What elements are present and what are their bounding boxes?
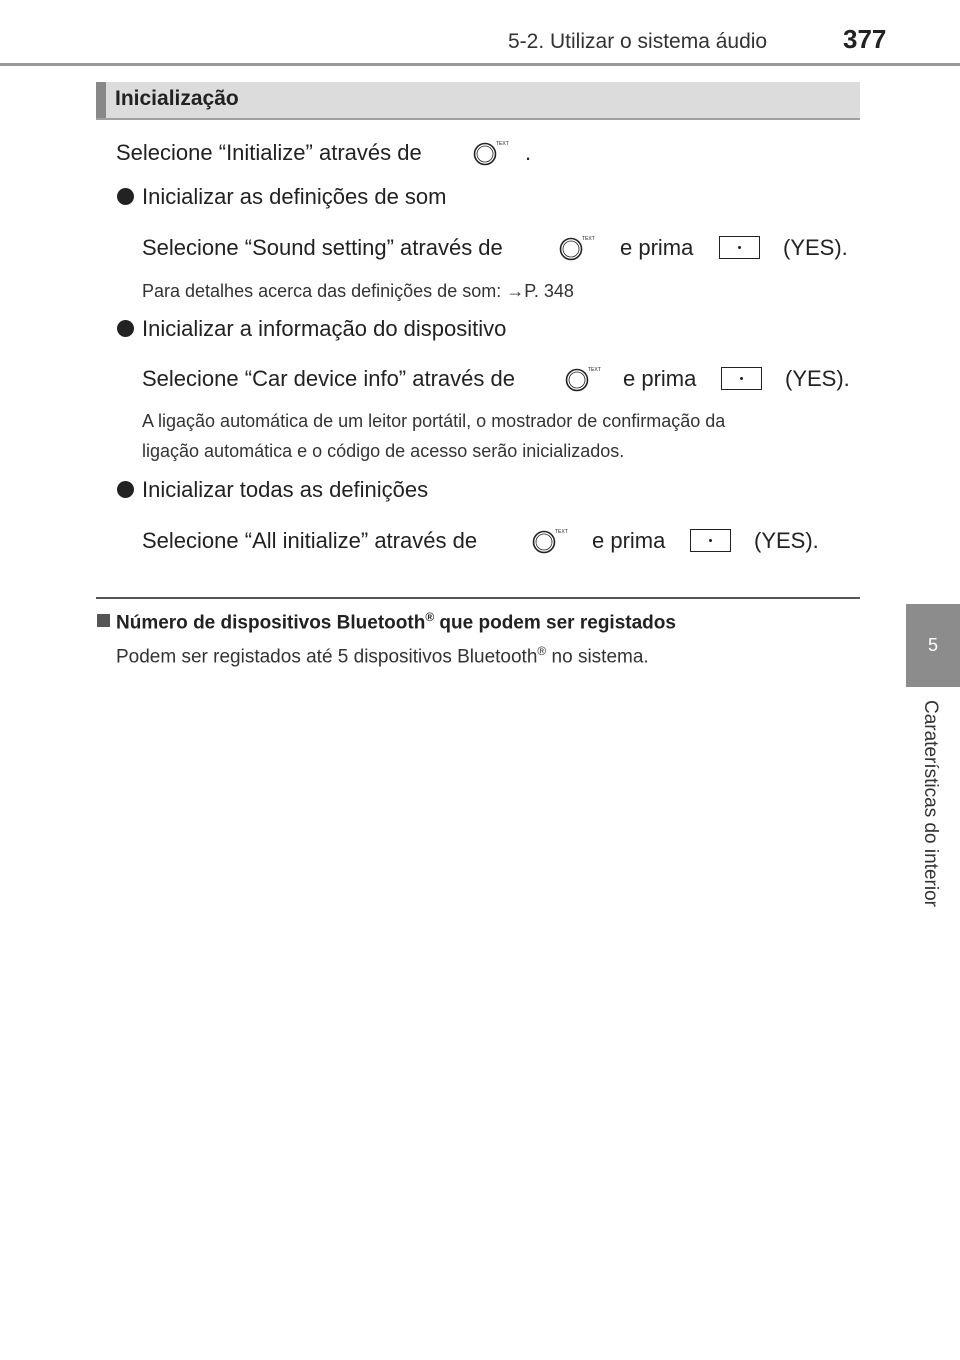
item-heading: Inicializar todas as definições [142, 477, 429, 502]
chapter-number: 5 [927, 635, 938, 655]
item-note: Para detalhes acerca das definições de som: →P. 348 [142, 281, 574, 301]
text-knob-icon [529, 526, 569, 556]
running-header-section: 5-2. Utilizar o sistema áudio [508, 30, 768, 53]
intro-text-end: . [525, 140, 532, 165]
header-rule [0, 63, 960, 66]
item-instruction: Selecione “Car device info” através de [142, 366, 515, 391]
item-instruction-mid: e prima [592, 528, 666, 553]
bullet-icon [117, 188, 134, 205]
bullet-icon [117, 481, 134, 498]
item-instruction-end: (YES). [785, 366, 850, 391]
item-instruction: Selecione “Sound setting” através de [142, 235, 503, 260]
text-knob-icon [556, 233, 596, 263]
yes-button-icon [721, 367, 762, 390]
chapter-label-text: Caraterísticas do interior [920, 700, 941, 907]
item-instruction-end: (YES). [754, 528, 819, 553]
item-instruction-mid: e prima [623, 366, 697, 391]
item-note-line: ligação automática e o código de acesso serão inicializados. [142, 441, 625, 461]
page-number: 377 [843, 24, 887, 54]
bullet-icon [117, 320, 134, 337]
section-title: Inicialização [115, 87, 239, 110]
square-bullet-icon [97, 614, 110, 627]
item-note-line: A ligação automática de um leitor portátil, o mostrador de confirmação da [142, 411, 726, 431]
item-instruction-mid: e prima [620, 235, 694, 260]
knob-label: TEXT [555, 529, 568, 535]
text-knob-icon [470, 138, 510, 168]
knob-label: TEXT [588, 367, 601, 373]
intro-text: Selecione “Initialize” através de [116, 140, 422, 165]
footnote-body: Podem ser registados até 5 dispositivos Bluetooth® no sistema. [116, 644, 649, 668]
chapter-label [906, 700, 960, 926]
section-divider [96, 597, 860, 599]
item-heading: Inicializar a informação do dispositivo [142, 316, 507, 341]
section-heading-accent [96, 82, 106, 118]
item-instruction: Selecione “All initialize” através de [142, 528, 478, 553]
knob-label: TEXT [582, 236, 595, 242]
chapter-tab [906, 604, 960, 687]
section-heading-bar [96, 82, 860, 120]
text-knob-icon [562, 364, 602, 394]
footnote-title: Número de dispositivos Bluetooth® que podem ser registados [116, 610, 676, 634]
item-instruction-end: (YES). [783, 235, 848, 260]
yes-button-icon [690, 529, 731, 552]
yes-button-icon [719, 236, 760, 259]
knob-label: TEXT [496, 141, 509, 147]
item-heading: Inicializar as definições de som [142, 184, 447, 209]
